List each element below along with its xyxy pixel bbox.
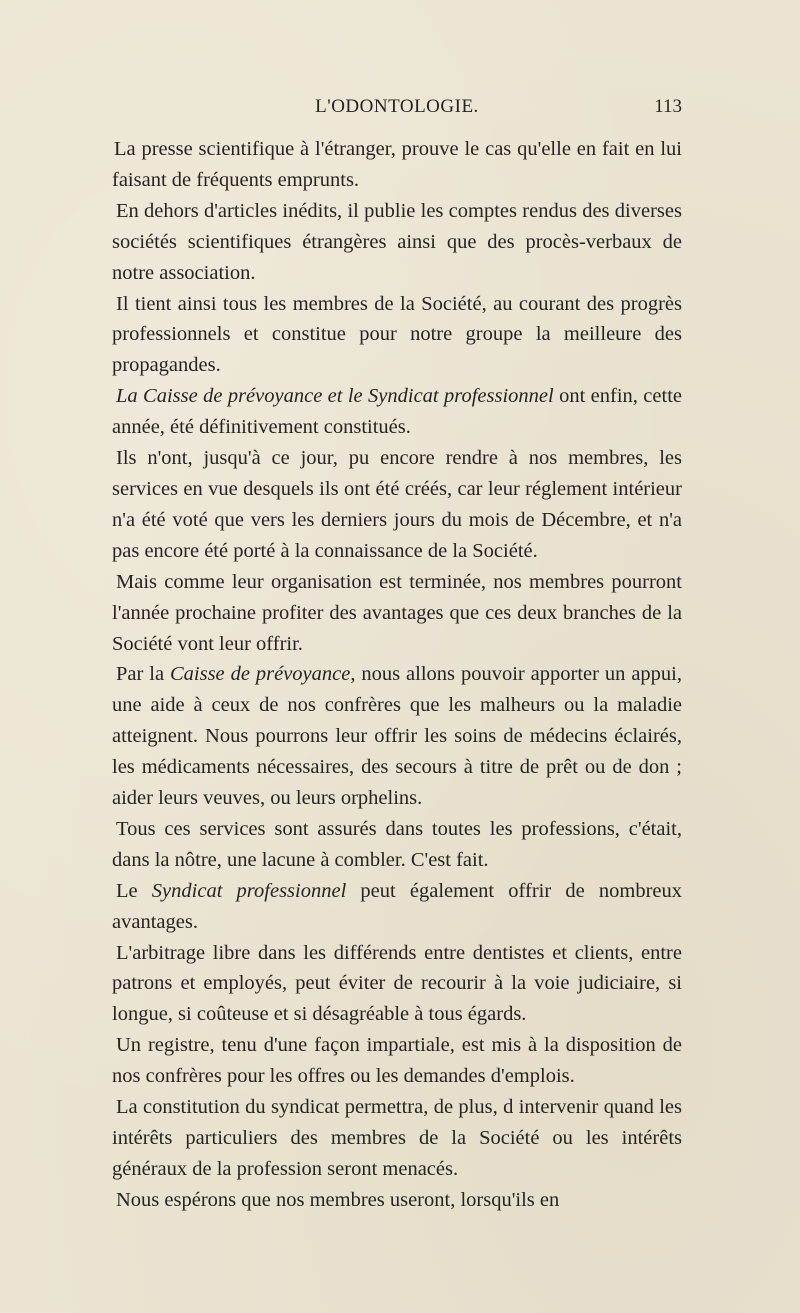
paragraph (112, 659, 682, 814)
text-run: Le (116, 879, 152, 902)
paragraph (112, 443, 682, 567)
text-run: La constitution du syndicat permettra, de plus, d intervenir quand les intérêts particuliers des membres de la Société ou les intérêts généraux de la profession seront menacés. (112, 1096, 682, 1180)
paragraph (112, 381, 682, 443)
text-run: Mais comme leur organisation est terminée, nos membres pourront l'année prochaine profiter des avantages que ces deux branches de la Société vont leur offrir. (112, 570, 682, 655)
body-text (112, 134, 682, 1216)
text-run: Tous ces services sont assurés dans toutes les professions, c'était, dans la nôtre, une lacune à combler. C'est fait. (112, 817, 682, 871)
paragraph (112, 134, 682, 196)
italic-text: Syndicat professionnel (151, 879, 347, 902)
paragraph (112, 938, 682, 1031)
paragraph (112, 567, 682, 660)
text-run: peut également offrir de nombreux avantages. (112, 879, 682, 933)
text-run: Ils n'ont, jusqu'à ce jour, pu encore rendre à nos membres, les services en vue desquels ils ont été créés, car leur réglement intérieur n'a été voté que vers les derniers jours du mois de Décembre, et n'a pas encore été porté à la connaissance de la Société. (112, 447, 682, 562)
text-run: Nous espérons que nos membres useront, lorsqu'ils en (116, 1188, 560, 1211)
text-run: La presse scientifique à l'étranger, prouve le cas qu'elle en fait en lui faisant de fréquents emprunts. (112, 138, 682, 191)
text-run: En dehors d'articles inédits, il publie les comptes rendus des diverses sociétés scientifiques étrangères ainsi que des procès-verbaux de notre association. (112, 199, 682, 284)
italic-text: Caisse de prévoyance (169, 663, 351, 686)
text-run: Un registre, tenu d'une façon impartiale, est mis à la disposition de nos confrères pour les offres ou les demandes d'emplois. (112, 1034, 682, 1088)
paragraph (112, 814, 682, 876)
text-run: , nous allons pouvoir apporter un appui, une aide à ceux de nos confrères que les malheurs ou la maladie atteignent. Nous pourrons leur offrir les soins de médecins éclairés, les médicaments nécessaires, des secours à titre de prêt ou de don ; aider leurs veuves, ou leurs orphelins. (112, 663, 682, 810)
text-run: Par la (116, 663, 170, 686)
page-number: 113 (654, 96, 682, 117)
journal-title: L'ODONTOLOGIE. (315, 96, 479, 117)
paragraph (112, 1185, 682, 1216)
paragraph (112, 1030, 682, 1092)
paragraph (112, 1092, 682, 1185)
running-header (112, 94, 682, 124)
paragraph (112, 289, 682, 382)
paragraph (112, 196, 682, 289)
text-run: Il tient ainsi tous les membres de la Société, au courant des progrès professionnels et constitue pour notre groupe la meilleure des propagandes. (112, 292, 682, 377)
paragraph (112, 876, 682, 938)
text-run: L'arbitrage libre dans les différends entre dentistes et clients, entre patrons et employés, peut éviter de recourir à la voie judiciaire, si longue, si coûteuse et si désagréable à tous égards. (112, 941, 682, 1026)
text-run: ont enfin, cette année, été définitivement constitués. (112, 385, 682, 439)
italic-text: La Caisse de prévoyance et le Syndicat professionnel (116, 385, 554, 408)
